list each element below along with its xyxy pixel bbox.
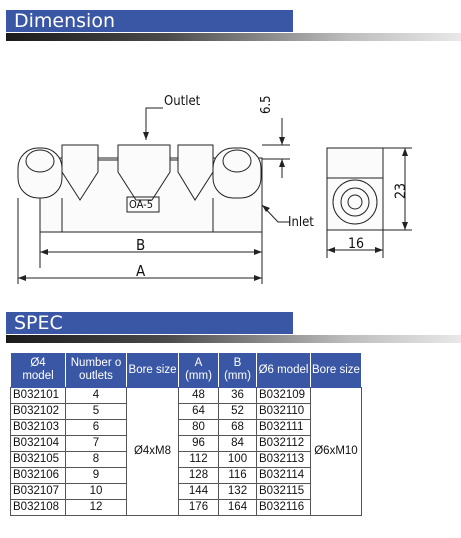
cell-a: 128 — [179, 468, 219, 484]
header-b-mm: B (mm) — [219, 353, 257, 388]
cell-outlets: 9 — [66, 468, 127, 484]
outlet-label: Outlet — [164, 94, 201, 109]
cell-a: 112 — [179, 452, 219, 468]
cell-d6-model: B032110 — [257, 404, 311, 420]
header-bore-size: Bore size — [127, 353, 179, 388]
spec-table — [10, 352, 362, 516]
cell-outlets: 8 — [66, 452, 127, 468]
cell-outlets: 5 — [66, 404, 127, 420]
table-row — [11, 420, 362, 436]
dimension-title: Dimension — [6, 10, 293, 32]
cell-outlets: 6 — [66, 420, 127, 436]
cell-outlets: 4 — [66, 388, 127, 404]
cell-b: 132 — [219, 484, 257, 500]
model-stamp-text: OA-5 — [129, 198, 153, 211]
left-ear — [18, 148, 62, 198]
spec-title: SPEC — [6, 312, 293, 334]
cell-a: 176 — [179, 500, 219, 516]
table-row — [11, 484, 362, 500]
cell-d4-model: B032102 — [11, 404, 66, 420]
cell-a: 48 — [179, 388, 219, 404]
cell-b: 36 — [219, 388, 257, 404]
dimension-section-header — [0, 10, 461, 45]
right-ear — [213, 148, 261, 198]
table-row — [11, 500, 362, 516]
table-row — [11, 388, 362, 404]
cell-b: 84 — [219, 436, 257, 452]
cell-d4-model: B032105 — [11, 452, 66, 468]
cell-a: 96 — [179, 436, 219, 452]
cell-b: 164 — [219, 500, 257, 516]
cell-d6-model: B032115 — [257, 484, 311, 500]
cell-d4-model: B032106 — [11, 468, 66, 484]
dimension-6-5-label: 6.5 — [259, 95, 274, 114]
cell-bore-d4: Ø4xM8 — [127, 388, 179, 516]
header-d6-model: Ø6 model — [257, 353, 311, 388]
dimension-rule — [6, 33, 461, 41]
cell-d6-model: B032113 — [257, 452, 311, 468]
cell-a: 64 — [179, 404, 219, 420]
cell-b: 100 — [219, 452, 257, 468]
spec-rule — [6, 335, 461, 343]
cell-d6-model: B032111 — [257, 420, 311, 436]
cell-b: 116 — [219, 468, 257, 484]
header-bore-size-2: Bore size — [311, 353, 362, 388]
cell-d4-model: B032103 — [11, 420, 66, 436]
header-d4-model: Ø4 model — [11, 353, 66, 388]
spec-header-row — [11, 353, 362, 388]
cell-outlets: 7 — [66, 436, 127, 452]
cell-d6-model: B032116 — [257, 500, 311, 516]
cell-d4-model: B032107 — [11, 484, 66, 500]
header-a-mm: A (mm) — [179, 353, 219, 388]
cell-outlets: 12 — [66, 500, 127, 516]
inlet-label: Inlet — [288, 215, 314, 230]
manifold-drawing-svg — [0, 78, 461, 310]
outlet-leader — [146, 108, 163, 140]
dimension-16-label: 16 — [348, 236, 365, 252]
dimension-b-label: B — [136, 236, 146, 254]
side-view-body — [327, 148, 383, 230]
dimension-a-label: A — [136, 262, 146, 280]
cell-d6-model: B032112 — [257, 436, 311, 452]
cell-b: 52 — [219, 404, 257, 420]
cell-d4-model: B032104 — [11, 436, 66, 452]
cell-d4-model: B032108 — [11, 500, 66, 516]
cell-a: 80 — [179, 420, 219, 436]
table-row — [11, 452, 362, 468]
cell-d6-model: B032114 — [257, 468, 311, 484]
table-row — [11, 468, 362, 484]
dimension-drawing — [0, 78, 461, 310]
spec-section-header — [0, 312, 461, 347]
cell-d4-model: B032101 — [11, 388, 66, 404]
cell-bore-d6: Ø6xM10 — [311, 388, 362, 516]
dimension-23-label: 23 — [393, 182, 409, 199]
header-outlets: Number o outlets — [66, 353, 127, 388]
cell-d6-model: B032109 — [257, 388, 311, 404]
cell-b: 68 — [219, 420, 257, 436]
cell-a: 144 — [179, 484, 219, 500]
cell-outlets: 10 — [66, 484, 127, 500]
table-row — [11, 404, 362, 420]
table-row — [11, 436, 362, 452]
